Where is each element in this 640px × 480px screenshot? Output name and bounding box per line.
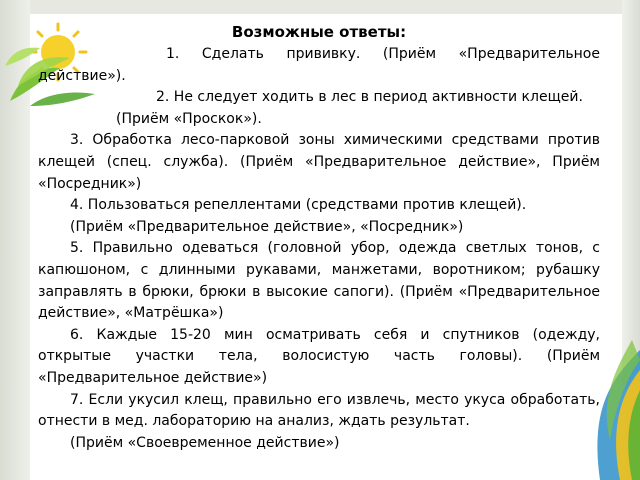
answer-item-3: 3. Обработка лесо-парковой зоны химическими средствами против клещей (спец. служба). (Приём «Предварительное действие», Приём «Посредник»): [38, 132, 600, 192]
answer-item-5: 5. Правильно одеваться (головной убор, одежда светлых тонов, с капюшоном, с длинными рукавами, манжетами, воротником; рубашку заправлять в брюки, брюки в высокие сапоги). (Приём «Предварительное действие», «Матрёшка»): [38, 240, 600, 322]
answer-item-4-technique: (Приём «Предварительное действие», «Посредник»): [70, 218, 464, 235]
answer-item-4: 4. Пользоваться репеллентами (средствами против клещей).: [70, 197, 527, 214]
answer-item-7-technique: (Приём «Своевременное действие»): [70, 434, 340, 451]
answer-item-2-technique: (Приём «Проскок»).: [116, 110, 262, 127]
answer-item-6: 6. Каждые 15-20 мин осматривать себя и спутников (одежду, открытые участки тела, волосистую часть головы). (Приём «Предварительное действие»): [38, 326, 600, 386]
answer-item-1: 1. Сделать прививку. (Приём «Предварительное действие»).: [38, 46, 600, 84]
answer-item-7: 7. Если укусил клещ, правильно его извлечь, место укуса обработать, отнести в мед. лабораторию на анализ, ждать результат.: [38, 391, 600, 430]
answers-text-block: [38, 22, 600, 480]
answer-item-2: 2. Не следует ходить в лес в период активности клещей.: [156, 89, 583, 106]
page-title: Возможные ответы:: [231, 23, 407, 41]
